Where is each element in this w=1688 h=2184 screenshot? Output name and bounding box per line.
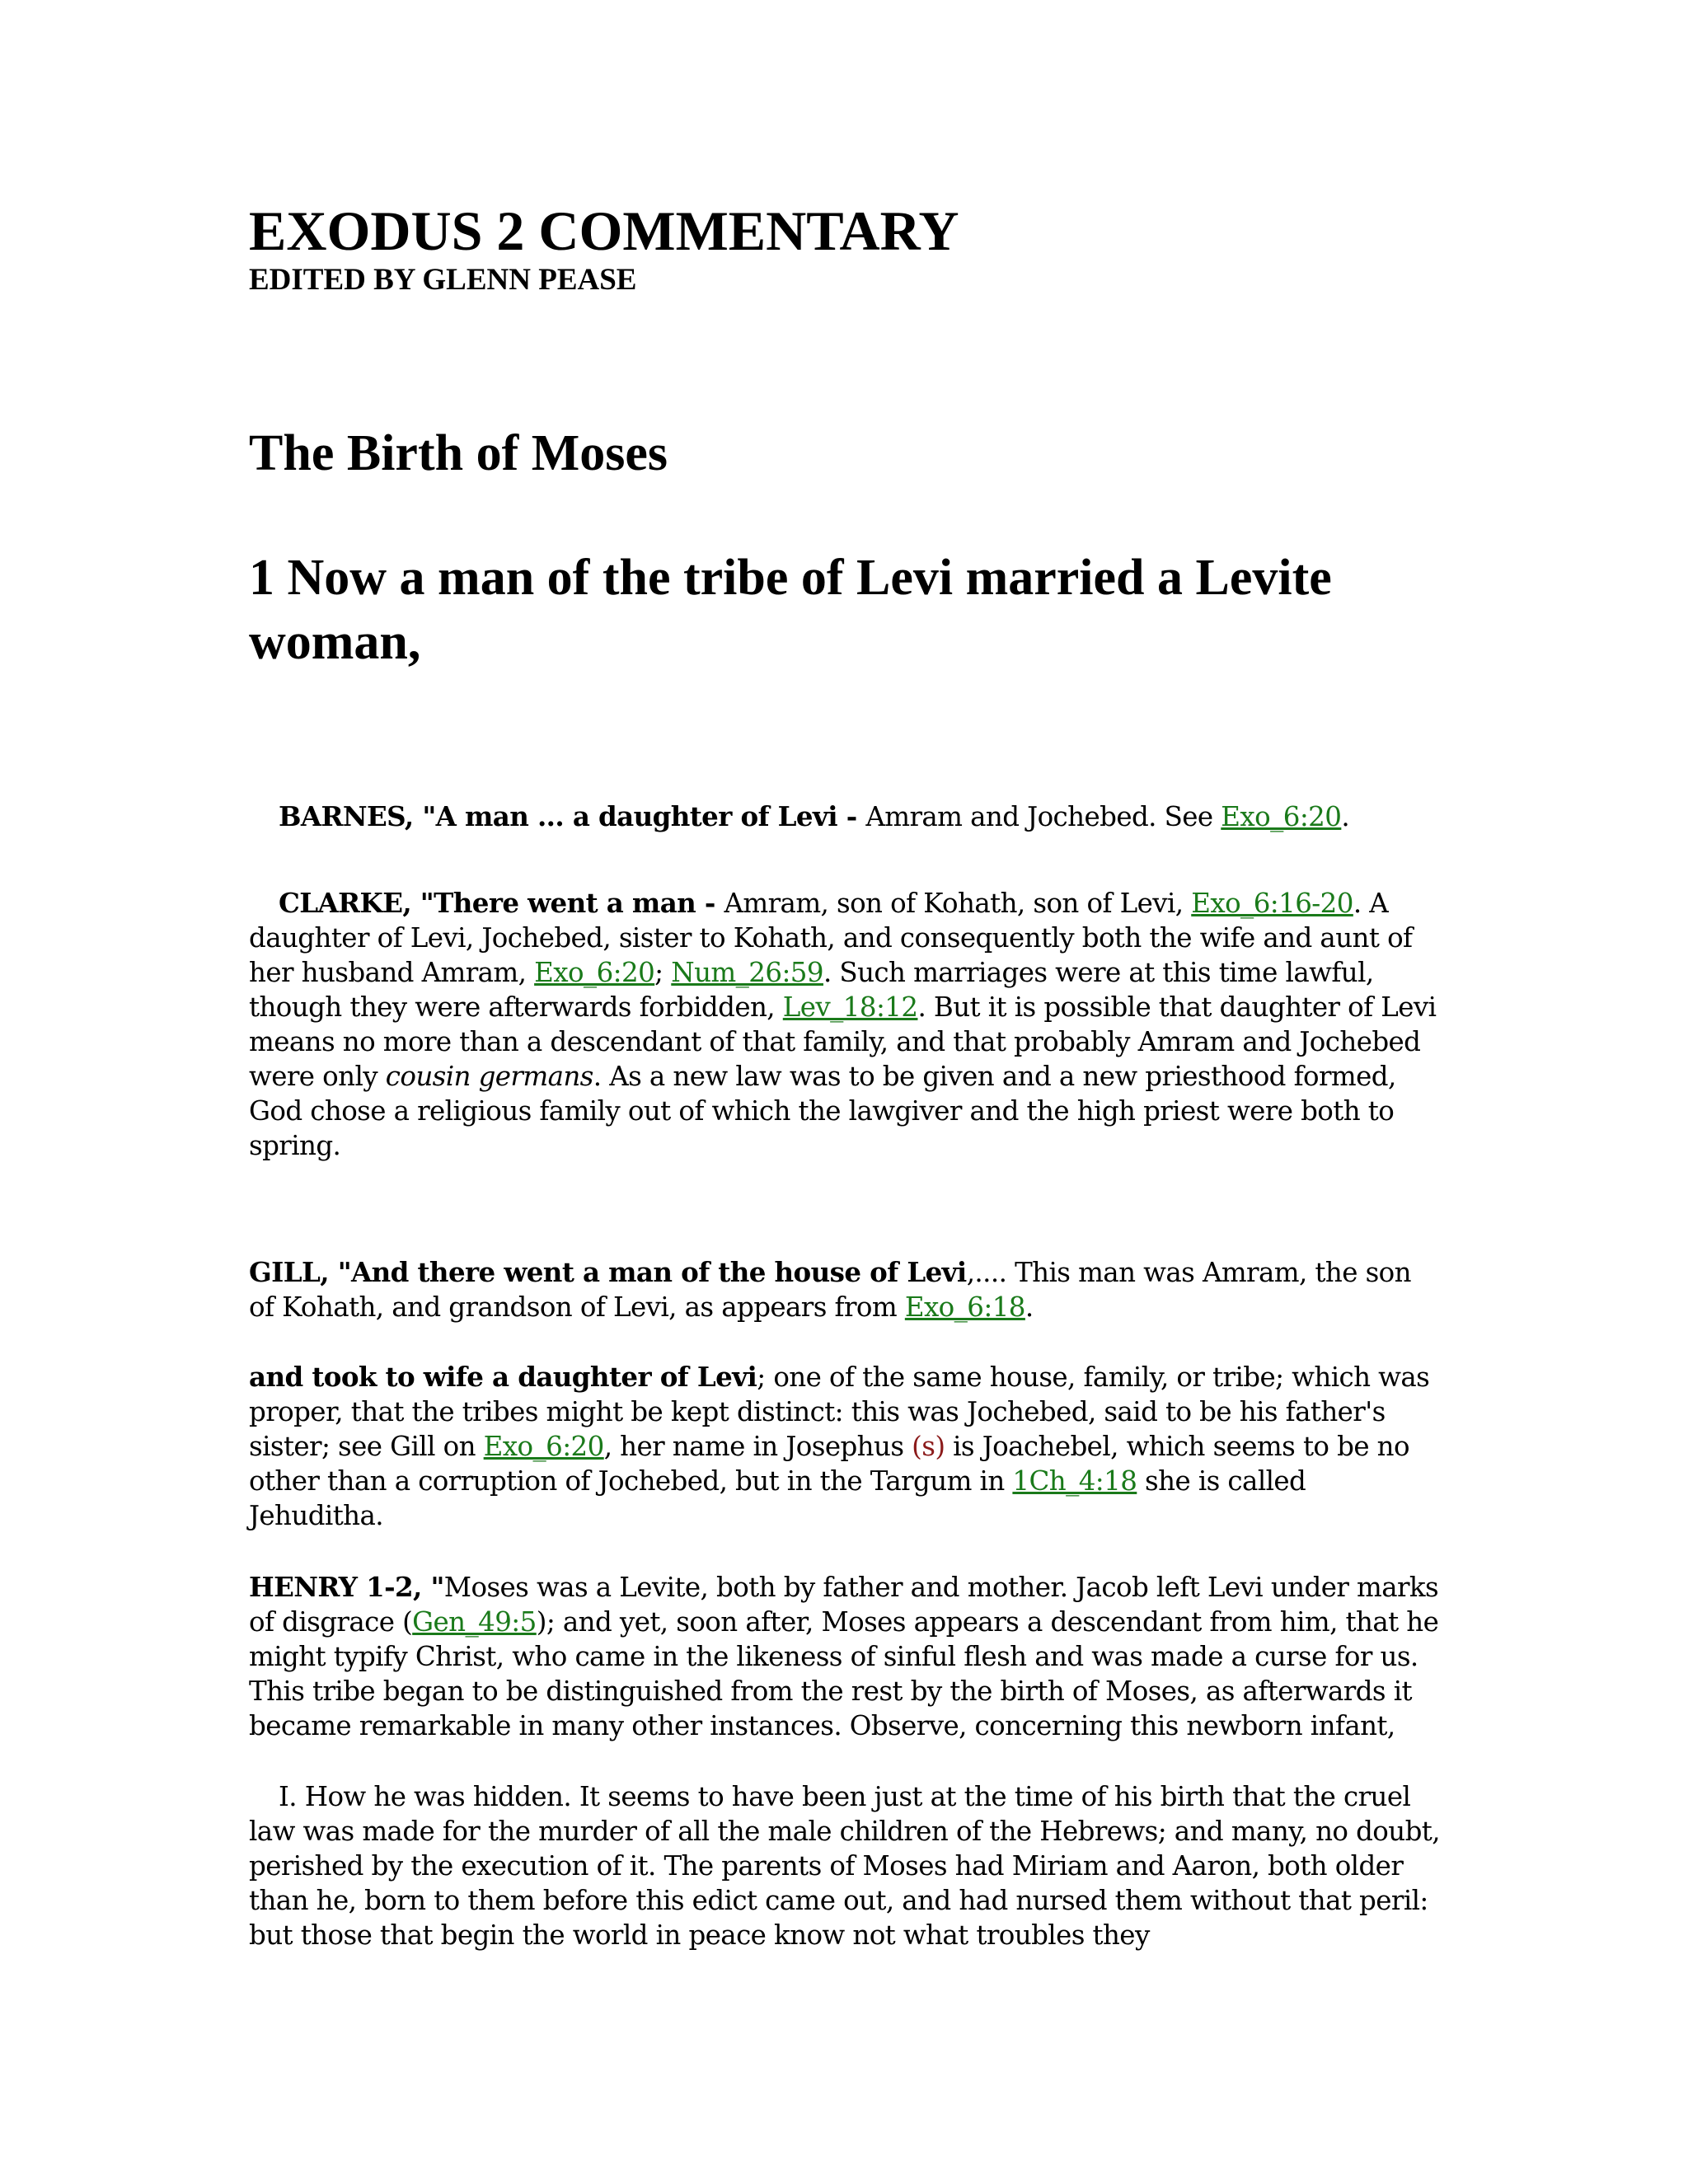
- verse-heading: 1 Now a man of the tribe of Levi married a Levite woman,: [249, 550, 1332, 670]
- scripture-link[interactable]: 1Ch_4:18: [1012, 1465, 1137, 1497]
- gill-paragraph-2: [249, 1360, 1444, 1533]
- clarke-text: . But it is possible that daughter of Levi means no more than a descendant of that family, and that probably Amram and Jochebed were only: [249, 991, 1437, 1092]
- clarke-text: . As a new law was to be given and a new priesthood formed, God chose a religious family out of which the lawgiver and the high priest were both to spring.: [249, 1061, 1396, 1161]
- gill-lead-2: and took to wife a daughter of Levi: [249, 1361, 757, 1393]
- gill-text: she is called Jehuditha.: [249, 1465, 1306, 1531]
- clarke-text: Amram, son of Kohath, son of Levi,: [724, 888, 1192, 919]
- document-title: EXODUS 2 COMMENTARY: [249, 199, 959, 262]
- gill-text: , her name in Josephus: [603, 1431, 912, 1462]
- henry-text: ); and yet, soon after, Moses appears a descendant from him, that he might typify Christ, who came in the likeness of sinful flesh and was made a curse for us. This tribe began to be distinguished from the rest by the birth of Moses, as afterwards it became remarkable in many other instances. Observe, concerning this newborn infant,: [249, 1606, 1439, 1741]
- barnes-text: Amram and Jochebed. See: [865, 801, 1221, 832]
- gill-lead: GILL, "And there went a man of the house of Levi: [249, 1256, 967, 1288]
- barnes-text: .: [1341, 801, 1350, 832]
- section-heading: The Birth of Moses: [249, 425, 668, 481]
- henry-paragraph-2: I. How he was hidden. It seems to have been just at the time of his birth that the cruel law was made for the murder of all the male children of the Hebrews; and many, no doubt, perished by the execution of it. The parents of Moses had Miriam and Aaron, both older than he, born to them before this edict came out, and had nursed them without that peril: but those that begin the world in peace know not what troubles they: [249, 1781, 1440, 1951]
- scripture-link[interactable]: Lev_18:12: [782, 991, 918, 1023]
- gill-text: ,.... This man was Amram, the son of Kohath, and grandson of Levi, as appears from: [249, 1257, 1411, 1323]
- document-subtitle: EDITED BY GLENN PEASE: [249, 263, 637, 297]
- henry-lead: HENRY 1-2, ": [249, 1571, 444, 1603]
- clarke-emphasis: cousin germans: [385, 1061, 593, 1092]
- scripture-link[interactable]: Exo_6:20: [483, 1431, 604, 1462]
- gill-text: .: [1025, 1291, 1034, 1323]
- scripture-link[interactable]: Exo_6:20: [1221, 801, 1342, 832]
- clarke-text: . Such marriages were at this time lawful, though they were afterwards forbidden,: [249, 957, 1374, 1023]
- footnote-link[interactable]: (s): [912, 1431, 945, 1462]
- scripture-link[interactable]: Num_26:59: [671, 957, 823, 988]
- gill-paragraph: [249, 1255, 1444, 1324]
- henry-text: Moses was a Levite, both by father and mother. Jacob left Levi under marks of disgrace (: [249, 1572, 1439, 1638]
- clarke-text: ;: [654, 957, 672, 988]
- henry-paragraph: [249, 1570, 1444, 1743]
- scripture-link[interactable]: Exo_6:20: [534, 957, 655, 988]
- clarke-paragraph: [249, 886, 1444, 1163]
- gill-text: is Joachebel, which seems to be no other than a corruption of Jochebed, but in the Targum in: [249, 1431, 1409, 1497]
- barnes-lead: BARNES, "A man ... a daughter of Levi -: [279, 800, 866, 832]
- barnes-paragraph: [249, 799, 1444, 834]
- scripture-link[interactable]: Exo_6:16-20: [1191, 888, 1353, 919]
- clarke-lead: CLARKE, "There went a man -: [279, 887, 724, 919]
- scripture-link[interactable]: Exo_6:18: [904, 1291, 1025, 1323]
- gill-text: ; one of the same house, family, or tribe; which was proper, that the tribes might be kept distinct: this was Jochebed, said to be his father's sister; see Gill on: [249, 1361, 1430, 1462]
- scripture-link[interactable]: Gen_49:5: [412, 1606, 537, 1638]
- clarke-text: . A daughter of Levi, Jochebed, sister to Kohath, and consequently both the wife and aunt of her husband Amram,: [249, 888, 1413, 988]
